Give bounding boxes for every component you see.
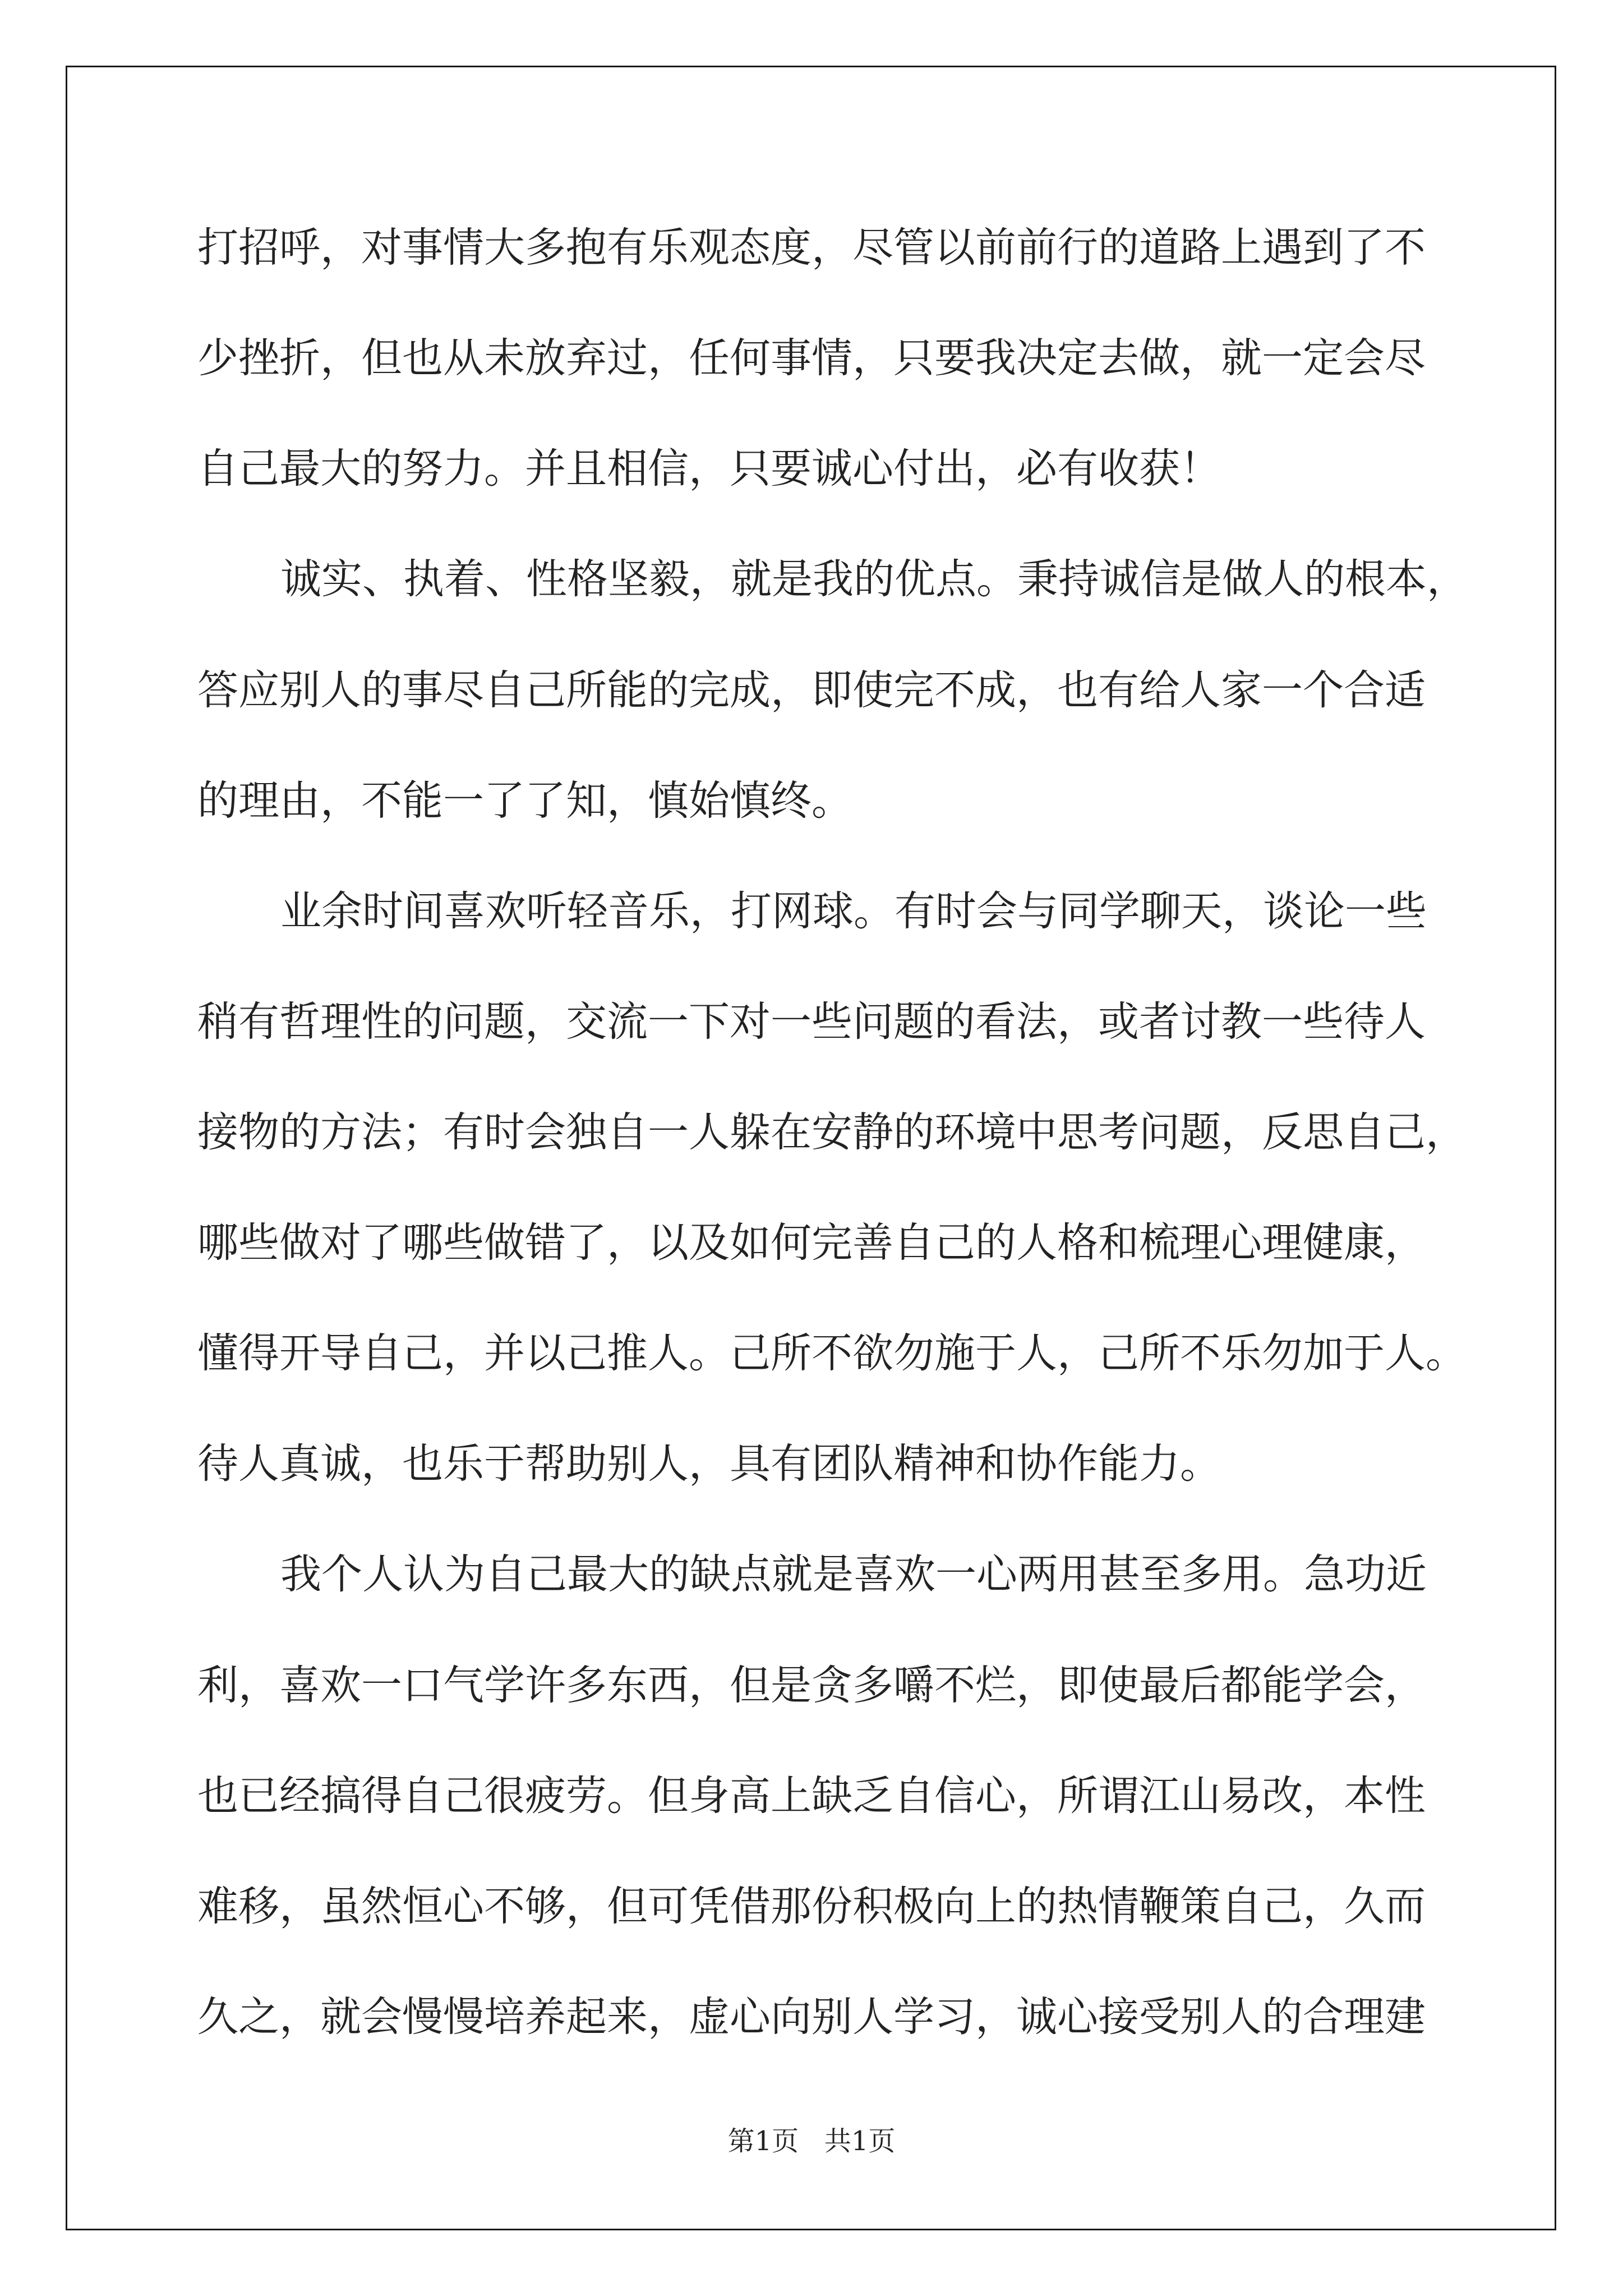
body-line-14: 利，喜欢一口气学许多东西，但是贪多嚼不烂，即使最后都能学会， xyxy=(197,1662,1426,1709)
body-line-4: 诚实、执着、性格坚毅，就是我的优点。秉持诚信是做人的根本， xyxy=(280,555,1468,603)
body-line-1: 打招呼，对事情大多抱有乐观态度，尽管以前前行的道路上遇到了不 xyxy=(197,224,1426,272)
body-line-12: 待人真诚，也乐于帮助别人，具有团队精神和协作能力。 xyxy=(197,1440,1221,1488)
body-line-7: 业余时间喜欢听轻音乐，打网球。有时会与同学聊天，谈论一些 xyxy=(280,887,1427,935)
page-footer xyxy=(0,2124,1623,2158)
body-line-8: 稍有哲理性的问题，交流一下对一些问题的看法，或者讨教一些待人 xyxy=(197,998,1426,1046)
body-line-3: 自己最大的努力。并且相信，只要诚心付出，必有收获！ xyxy=(197,445,1221,493)
page-number: 第1页 xyxy=(727,2125,799,2157)
body-line-15: 也已经搞得自己很疲劳。但身高上缺乏自信心，所谓江山易改，本性 xyxy=(197,1772,1426,1820)
body-line-10: 哪些做对了哪些做错了，以及如何完善自己的人格和梳理心理健康， xyxy=(197,1219,1426,1267)
body-line-13: 我个人认为自己最大的缺点就是喜欢一心两用甚至多用。急功近 xyxy=(280,1550,1427,1598)
body-line-16: 难移，虽然恒心不够，但可凭借那份积极向上的热情鞭策自己，久而 xyxy=(197,1883,1426,1930)
body-line-17: 久之，就会慢慢培养起来，虚心向别人学习，诚心接受别人的合理建 xyxy=(197,1993,1426,2041)
body-line-9: 接物的方法；有时会独自一人躲在安静的环境中思考问题，反思自己， xyxy=(197,1108,1467,1156)
page-total: 共1页 xyxy=(824,2125,896,2157)
body-line-11: 懂得开导自己，并以己推人。己所不欲勿施于人，己所不乐勿加于人。 xyxy=(197,1329,1467,1377)
body-line-2: 少挫折，但也从未放弃过，任何事情，只要我决定去做，就一定会尽 xyxy=(197,334,1426,382)
body-line-6: 的理由，不能一了了知，慎始慎终。 xyxy=(197,777,852,825)
body-line-5: 答应别人的事尽自己所能的完成，即使完不成，也有给人家一个合适 xyxy=(197,666,1426,714)
